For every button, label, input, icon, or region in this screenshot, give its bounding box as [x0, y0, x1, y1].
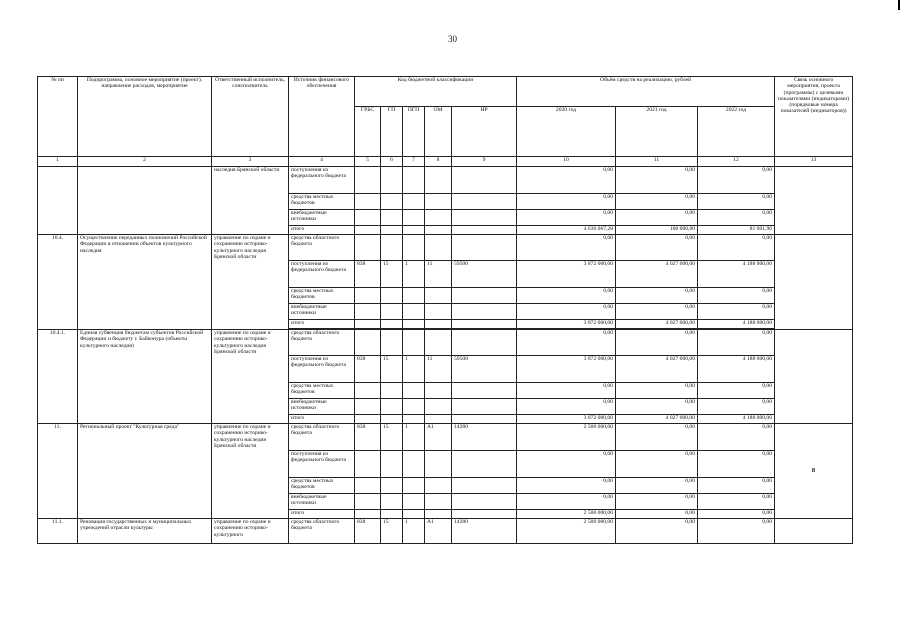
cell-grbs: 838	[355, 519, 381, 544]
cell-np: 14280	[452, 424, 517, 451]
col-number: 12	[698, 157, 775, 167]
header-source: Источник финансового обеспечения	[289, 77, 355, 157]
cell-2021: 0,00	[616, 399, 698, 415]
cell-source: средства местных бюджетов	[289, 194, 355, 210]
page-number: 30	[448, 34, 457, 44]
col-number: 7	[403, 157, 425, 167]
header-volume: Объём средств на реализацию, рублей	[517, 77, 775, 107]
cell-source: внебюджетные источники	[289, 399, 355, 415]
cell-link	[775, 330, 853, 424]
cell-2022: 0,00	[698, 519, 775, 544]
cell-source: средства областного бюджета	[289, 330, 355, 356]
cell-2021: 0,00	[616, 210, 698, 226]
header-om: ОМ	[425, 107, 452, 157]
cell-source: внебюджетные источники	[289, 210, 355, 226]
col-number: 9	[452, 157, 517, 167]
cell-2020: 0,00	[517, 194, 616, 210]
cell-2022: 0,00	[698, 399, 775, 415]
cell-source: итого	[289, 415, 355, 424]
table-row	[38, 167, 853, 194]
column-number-row	[38, 157, 853, 167]
cell-source: итого	[289, 320, 355, 329]
table-row	[38, 330, 853, 356]
cell-2021: 0,00	[616, 451, 698, 478]
cell-gp: 15	[381, 356, 403, 383]
cell-2022: 4 188 000,00	[698, 415, 775, 424]
header-2022: 2022 год	[698, 107, 775, 157]
table-row	[38, 424, 853, 451]
cell-link	[775, 519, 853, 544]
header-budget-code: Код бюджетной классификации	[355, 77, 517, 107]
cell-2021: 4 027 000,00	[616, 415, 698, 424]
cell-om: A1	[425, 424, 452, 451]
cell-pgp: 1	[403, 261, 425, 288]
cell-2022: 0,00	[698, 235, 775, 261]
cell-om: 11	[425, 261, 452, 288]
cell-2021: 0,00	[616, 510, 698, 519]
cell-2021: 4 027 000,00	[616, 356, 698, 383]
cell-2022: 0,00	[698, 167, 775, 194]
col-number: 13	[775, 157, 853, 167]
cell-grbs: 838	[355, 424, 381, 451]
cell-source: внебюджетные источники	[289, 304, 355, 320]
header-np: НР	[452, 107, 517, 157]
cell-2021: 0,00	[616, 194, 698, 210]
col-number: 11	[616, 157, 698, 167]
cell-executor: управление по охране и сохранению историко-культурного наследия Брянской области	[212, 330, 289, 424]
header-executor: Ответственный исполнитель, соисполнитель	[212, 77, 289, 157]
cell-2021: 0,00	[616, 478, 698, 494]
cell-2021: 0,00	[616, 330, 698, 356]
col-number: 1	[38, 157, 78, 167]
cell-2022: 0,00	[698, 330, 775, 356]
col-number: 5	[355, 157, 381, 167]
header-subprogram: Подпрограмма, основное мероприятие (проект), направление расходов, мероприятие	[78, 77, 212, 157]
cell-2022: 81 001,96	[698, 226, 775, 235]
cell-2020: 0,00	[517, 167, 616, 194]
cell-2022: 0,00	[698, 304, 775, 320]
cell-executor: наследия Брянской области	[212, 167, 289, 235]
cell-title: Единая субвенция бюджетам субъектов Российской Федерации и бюджету г. Байконура (объекты культурного наследия)	[78, 330, 212, 424]
cell-title	[78, 167, 212, 235]
cell-num: 11.1.	[38, 519, 78, 544]
header-row-1	[38, 77, 853, 107]
cell-executor: управление по охране и сохранению историко-культурного наследия Брянской области	[212, 235, 289, 330]
cell-num: 10.4.1.	[38, 330, 78, 424]
cell-source: средства местных бюджетов	[289, 383, 355, 399]
cell-2020: 0,00	[517, 330, 616, 356]
cell-2020: 2 500 000,00	[517, 424, 616, 451]
cell-2021: 0,00	[616, 235, 698, 261]
cell-2021: 0,00	[616, 288, 698, 304]
cell-2020: 0,00	[517, 235, 616, 261]
cell-2020: 0,00	[517, 451, 616, 478]
cell-source: поступления из федерального бюджета	[289, 261, 355, 288]
cell-np: 59500	[452, 356, 517, 383]
cell-2022: 0,00	[698, 451, 775, 478]
table-row	[38, 235, 853, 261]
cell-source: средства областного бюджета	[289, 519, 355, 544]
cell-link	[775, 167, 853, 235]
cell-2020: 0,00	[517, 478, 616, 494]
col-number: 3	[212, 157, 289, 167]
cell-2022: 0,00	[698, 494, 775, 510]
cell-executor: управление по охране и сохранению историко-культурного	[212, 519, 289, 544]
cell-link	[775, 235, 853, 330]
cell-2020: 3 872 000,00	[517, 415, 616, 424]
cell-source: поступления из федерального бюджета	[289, 451, 355, 478]
cell-2020: 2 500 000,00	[517, 519, 616, 544]
cell-source: поступления из федерального бюджета	[289, 167, 355, 194]
cell-num	[38, 167, 78, 235]
cell-gp: 15	[381, 261, 403, 288]
cell-2020: 3 872 000,00	[517, 261, 616, 288]
cell-2020: 0,00	[517, 494, 616, 510]
cell-2022: 4 188 000,00	[698, 320, 775, 329]
header-pgp: ПГП	[403, 107, 425, 157]
cell-pgp: 1	[403, 519, 425, 544]
cell-2020: 0,00	[517, 383, 616, 399]
cell-gp: 15	[381, 424, 403, 451]
header-gp: ГП	[381, 107, 403, 157]
cell-link: 8	[775, 424, 853, 519]
edge-mark	[898, 0, 900, 10]
cell-2021: 0,00	[616, 494, 698, 510]
cell-source: средства местных бюджетов	[289, 478, 355, 494]
cell-2021: 4 027 000,00	[616, 320, 698, 329]
cell-num: 11.	[38, 424, 78, 519]
cell-2021: 0,00	[616, 519, 698, 544]
cell-grbs: 838	[355, 356, 381, 383]
cell-executor: управление по охране и сохранению историко-культурного наследия Брянской области	[212, 424, 289, 519]
cell-2020: 3 872 000,00	[517, 356, 616, 383]
cell-title: Региональный проект "Культурная среда"	[78, 424, 212, 519]
cell-2020: 0,00	[517, 399, 616, 415]
budget-table	[37, 76, 853, 544]
cell-gp: 15	[381, 519, 403, 544]
cell-2021: 0,00	[616, 424, 698, 451]
header-grbs: ГРБС	[355, 107, 381, 157]
cell-2020: 0,00	[517, 210, 616, 226]
col-number: 4	[289, 157, 355, 167]
header-num: № пп	[38, 77, 78, 157]
cell-title: Реновация государственных и муниципальных учреждений отрасли культуры	[78, 519, 212, 544]
cell-2022: 4 188 000,00	[698, 261, 775, 288]
cell-grbs: 838	[355, 261, 381, 288]
cell-source: средства местных бюджетов	[289, 288, 355, 304]
col-number: 10	[517, 157, 616, 167]
cell-2021: 100 000,00	[616, 226, 698, 235]
cell-2020: 3 872 000,00	[517, 320, 616, 329]
cell-2022: 0,00	[698, 210, 775, 226]
cell-source: итого	[289, 226, 355, 235]
cell-om: 11	[425, 356, 452, 383]
cell-2020: 0,00	[517, 288, 616, 304]
col-number: 6	[381, 157, 403, 167]
header-2021: 2021 год	[616, 107, 698, 157]
cell-2021: 0,00	[616, 383, 698, 399]
cell-2021: 0,00	[616, 167, 698, 194]
cell-2022: 4 188 000,00	[698, 356, 775, 383]
cell-source: итого	[289, 510, 355, 519]
cell-source: внебюджетные источники	[289, 494, 355, 510]
header-link: Связь основного мероприятия, проекта (программы) с целевыми показателями (индикаторами) (порядковые номера показателей (индикаторов))	[775, 77, 853, 157]
cell-2020: 4 636 067,28	[517, 226, 616, 235]
cell-2022: 0,00	[698, 424, 775, 451]
cell-pgp: 1	[403, 424, 425, 451]
cell-2022: 0,00	[698, 478, 775, 494]
cell-2022: 0,00	[698, 288, 775, 304]
cell-num: 10.4.	[38, 235, 78, 330]
cell-source: средства областного бюджета	[289, 235, 355, 261]
cell-om: A1	[425, 519, 452, 544]
cell-np: 14280	[452, 519, 517, 544]
cell-source: средства областного бюджета	[289, 424, 355, 451]
cell-title: Осуществление переданных полномочий Российской Федерации в отношении объектов культурного наследия	[78, 235, 212, 330]
cell-2022: 0,00	[698, 383, 775, 399]
cell-np: 59500	[452, 261, 517, 288]
col-number: 8	[425, 157, 452, 167]
header-2020: 2020 год	[517, 107, 616, 157]
cell-pgp: 1	[403, 356, 425, 383]
table-row	[38, 519, 853, 544]
cell-2021: 0,00	[616, 304, 698, 320]
cell-2022: 0,00	[698, 194, 775, 210]
col-number: 2	[78, 157, 212, 167]
cell-source: поступления из федерального бюджета	[289, 356, 355, 383]
cell-2020: 2 500 000,00	[517, 510, 616, 519]
cell-2020: 0,00	[517, 304, 616, 320]
cell-2021: 4 027 000,00	[616, 261, 698, 288]
cell-2022: 0,00	[698, 510, 775, 519]
